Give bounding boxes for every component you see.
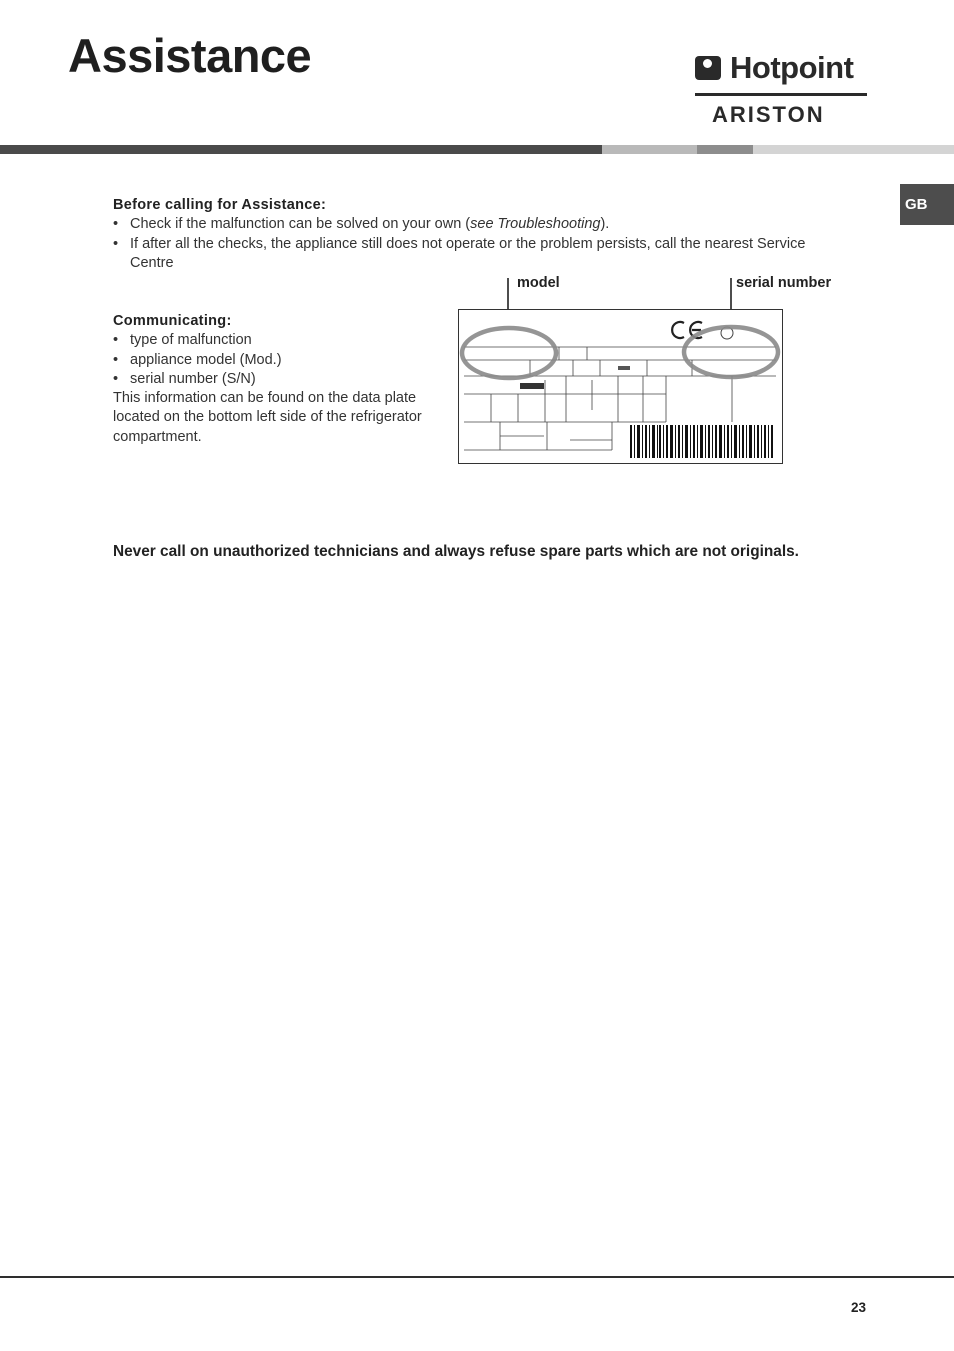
before-calling-section	[113, 196, 833, 273]
plate-small-marking	[618, 366, 630, 370]
hotpoint-ariston-logo	[694, 50, 870, 128]
header-bar-mid	[697, 145, 753, 154]
communicating-heading: Communicating:	[113, 313, 232, 329]
header-bar-light	[602, 145, 697, 154]
communicating-section	[113, 312, 443, 447]
page-title: Assistance	[68, 29, 312, 82]
star-rating-icon	[520, 383, 544, 389]
list-item: • If after all the checks, the appliance still does not operate or the problem persists, call the nearest Service Centre	[113, 235, 833, 274]
data-plate-location-note: This information can be found on the data plate located on the bottom left side of the refrigerator compartment.	[113, 390, 422, 445]
data-plate-outline	[459, 310, 783, 464]
language-tab: GB	[900, 184, 954, 225]
list-item-text: Check if the malfunction can be solved on your own (	[130, 216, 471, 233]
page-number: 23	[851, 1300, 867, 1315]
data-plate-diagram	[440, 276, 790, 470]
list-item: • serial number (S/N)	[113, 370, 443, 389]
header-bar-dark	[0, 145, 602, 154]
list-item: • type of malfunction	[113, 331, 443, 350]
logo-divider	[695, 93, 867, 96]
logo-text-hotpoint: Hotpoint	[730, 50, 854, 85]
serial-number-label: serial number	[736, 275, 832, 291]
footer-divider	[0, 1276, 954, 1278]
hotpoint-logo-icon	[695, 56, 721, 80]
header-bar-light-end	[753, 145, 954, 154]
before-calling-heading: Before calling for Assistance:	[113, 197, 327, 213]
troubleshooting-reference: see Troubleshooting	[470, 216, 601, 233]
list-item	[113, 215, 833, 234]
logo-text-ariston: ARISTON	[712, 102, 825, 127]
list-item-text-end: ).	[600, 216, 610, 233]
warning-notice: Never call on unauthorized technicians and always refuse spare parts which are not originals.	[113, 543, 799, 560]
model-label: model	[517, 275, 560, 291]
list-item: • appliance model (Mod.)	[113, 351, 443, 370]
